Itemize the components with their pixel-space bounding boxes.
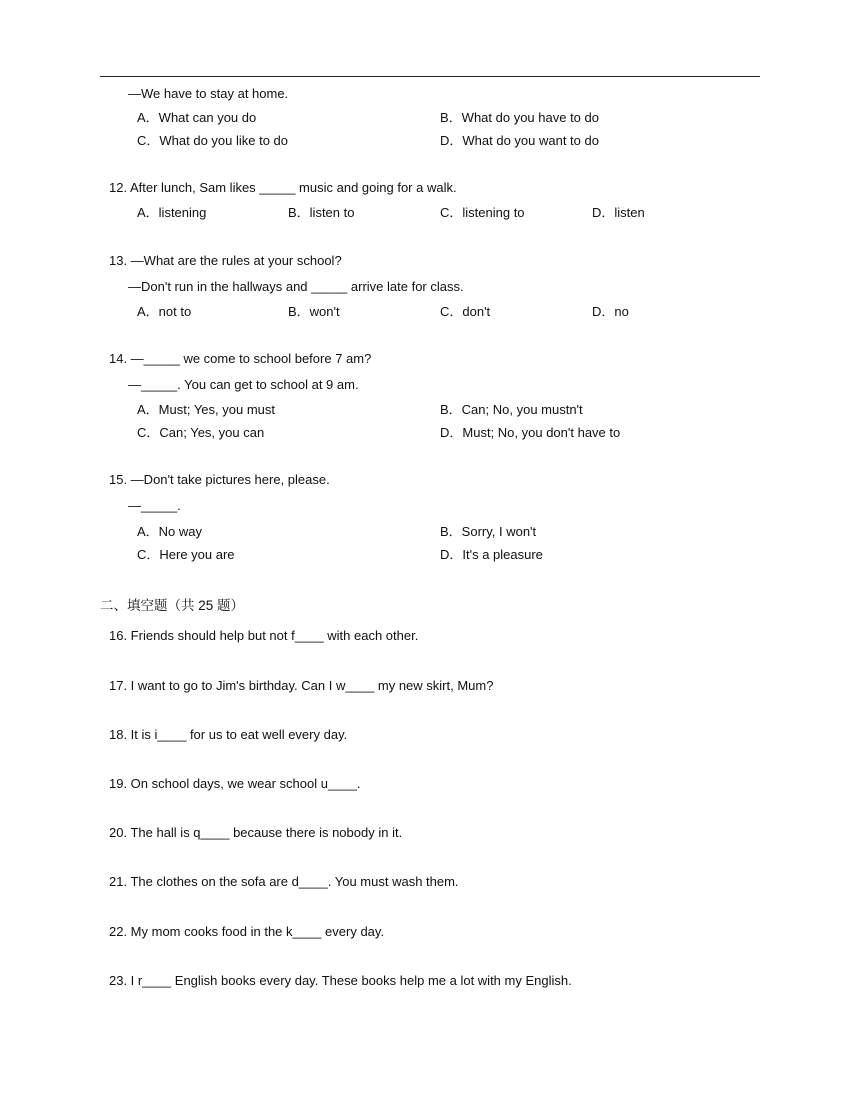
q14-line2: —_____. You can get to school at 9 am. (128, 377, 359, 392)
q15-option-a[interactable]: A．No way (137, 524, 203, 539)
q14-option-d[interactable]: D．Must; No, you don't have to (440, 425, 621, 440)
q15-stem: 15. —Don't take pictures here, please. (109, 472, 330, 487)
q14-option-b[interactable]: B．Can; No, you mustn't (440, 402, 583, 417)
q13-stem: 13. —What are the rules at your school? (109, 253, 342, 268)
fill-question-16: 16. Friends should help but not f____ with each other. (109, 628, 419, 643)
q13-option-d[interactable]: D．no (592, 304, 629, 319)
q12-option-a[interactable]: A．listening (137, 205, 207, 220)
q14-option-c[interactable]: C．Can; Yes, you can (137, 425, 265, 440)
q15-option-d[interactable]: D．It's a pleasure (440, 547, 543, 562)
fill-question-17: 17. I want to go to Jim's birthday. Can I w____ my new skirt, Mum? (109, 678, 494, 693)
q12-option-b[interactable]: B．listen to (288, 205, 355, 220)
q14-stem: 14. —_____ we come to school before 7 am? (109, 351, 372, 366)
q14-option-a[interactable]: A．Must; Yes, you must (137, 402, 276, 417)
q11-option-a[interactable]: A．What can you do (137, 110, 257, 125)
q12-option-c[interactable]: C．listening to (440, 205, 525, 220)
fill-question-22: 22. My mom cooks food in the k____ every day. (109, 924, 385, 939)
q15-line2: —_____. (128, 498, 181, 513)
fill-question-18: 18. It is i____ for us to eat well every day. (109, 727, 348, 742)
header-rule (100, 76, 760, 77)
q13-option-b[interactable]: B．won't (288, 304, 340, 319)
q13-line2: —Don't run in the hallways and _____ arrive late for class. (128, 279, 464, 294)
q15-option-c[interactable]: C．Here you are (137, 547, 235, 562)
fill-question-23: 23. I r____ English books every day. These books help me a lot with my English. (109, 973, 572, 988)
q15-option-b[interactable]: B．Sorry, I won't (440, 524, 537, 539)
q11-option-d[interactable]: D．What do you want to do (440, 133, 599, 148)
section-title: 二、填空题（共 25 题） (100, 598, 245, 613)
q11-option-b[interactable]: B．What do you have to do (440, 110, 599, 125)
q13-option-c[interactable]: C．don't (440, 304, 491, 319)
fill-question-19: 19. On school days, we wear school u____. (109, 776, 361, 791)
fill-question-20: 20. The hall is q____ because there is nobody in it. (109, 825, 403, 840)
q11-option-c[interactable]: C．What do you like to do (137, 133, 289, 148)
q12-option-d[interactable]: D．listen (592, 205, 645, 220)
q11-answer-line: —We have to stay at home. (128, 86, 289, 101)
q13-option-a[interactable]: A．not to (137, 304, 192, 319)
fill-question-21: 21. The clothes on the sofa are d____. You must wash them. (109, 874, 459, 889)
q12-stem: 12. After lunch, Sam likes _____ music and going for a walk. (109, 180, 457, 195)
